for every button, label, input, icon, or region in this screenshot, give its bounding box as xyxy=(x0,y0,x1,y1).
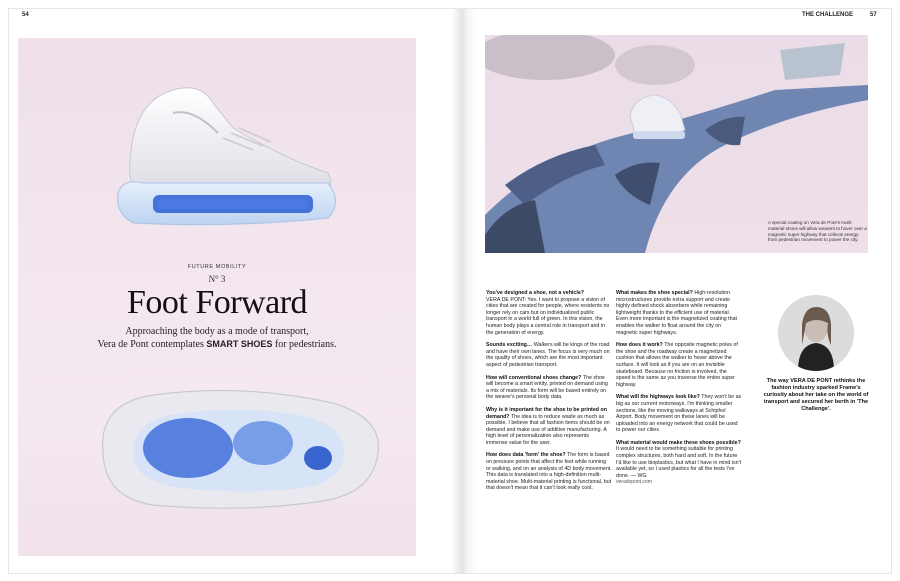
right-folio: 57 xyxy=(870,12,877,18)
question: How does it work? xyxy=(616,342,663,349)
qa-block xyxy=(616,440,742,486)
interview-column-1 xyxy=(486,290,612,498)
question: What will the highways look like? xyxy=(616,394,700,401)
qa-block xyxy=(486,452,612,492)
question: Sounds exciting… xyxy=(486,342,533,349)
answer: It would need to be something suitable for printing complex structures, both hard and soft. In the future I'd like to use bioplastics, but what I have in mind isn't available yet, so I used plastics for all the tests I've done. — WG xyxy=(616,446,742,479)
answer: VERA DE PONT: Yes. I want to propose a vision of cities that are created for people, where residents no longer rely on cars but on individualized public transport in a world full of green. In this vision, the human body plays a central role in transport and in the generation of energy. xyxy=(486,296,610,336)
interview-column-2 xyxy=(616,290,742,492)
deck-line-2-end: for pedestrians. xyxy=(272,339,337,350)
left-page-artwork xyxy=(18,38,416,556)
answer: The opposite magnetic poles of the shoe and the roadway create a magnetized cushion that allows the walker to hover above the surface. It will look as if you are on an invisible skateboard. Because no friction is involved, the speed is the same as you traverse the entire super highway. xyxy=(616,342,738,388)
qa-block xyxy=(486,290,612,336)
qa-block xyxy=(486,375,612,401)
question: What material would make these shoes possible? xyxy=(616,439,741,446)
shoe-side-view-image xyxy=(113,78,338,228)
answer: The form is based on pressure points that affect the feet while running or walking, and on an analysis of 4D body movement. This data is translated into a high-definition multi-material shoe. Multi-material printing is functional, but that doesn't mean that it can't look really cool. xyxy=(486,452,612,492)
answer: Walkers will be kings of the road and have their own lanes. The focus is very much on the quality of shoes, which are the most important aspect of pedestrian transport. xyxy=(486,342,610,368)
left-folio: 54 xyxy=(22,12,29,18)
section-running-head: THE CHALLENGE xyxy=(802,12,853,18)
deck-bold-phrase: SMART SHOES xyxy=(206,339,273,349)
question: How does data 'form' the shoe? xyxy=(486,452,566,459)
section-kicker: FUTURE MOBILITY xyxy=(187,264,247,270)
shoe-sole-top-view-image xyxy=(93,383,383,513)
qa-block xyxy=(486,407,612,447)
question: What makes the shoe special? xyxy=(616,290,693,296)
qa-block xyxy=(616,394,742,434)
spine-gutter xyxy=(451,9,477,573)
issue-number: N° 3 xyxy=(208,274,226,284)
portrait-image xyxy=(778,295,854,371)
answer: They won't be as big as our current motorways. I'm thinking smaller sections, like the moving walkways at Schiphol Airport. Body movement on these lanes will be uploaded into an energy network that could be used to power our cities xyxy=(616,394,742,434)
website-link[interactable]: veradepont.com xyxy=(616,479,652,486)
hover-highway-photo xyxy=(485,35,868,253)
answer: The idea is to reduce waste as much as possible. I believe that all fashion items should be on demand and make use of additive manufacturing. A high level of personalization also represents immense value for the user. xyxy=(486,413,610,446)
designer-portrait xyxy=(778,295,854,371)
question: Why is it important for the shoe to be printed on demand? xyxy=(486,406,607,420)
article-headline: Foot Forward xyxy=(126,284,308,321)
qa-block xyxy=(616,290,742,336)
article-deck xyxy=(58,326,376,351)
photo-caption: A special coating on Vera de Pont's multi-material shoes will allow wearers to hover over a magnetic super highway that collects energy from pedestrian movement to power the city. xyxy=(768,220,867,243)
qa-block xyxy=(616,342,742,388)
question: How will conventional shoes change? xyxy=(486,374,582,381)
answer: The shoe will become a smart entity, printed on demand using a mix of materials. Its form will be based entirely on the wearer's personal body data. xyxy=(486,374,608,401)
qa-block xyxy=(486,342,612,368)
answer: High-resolution microstructures provide extra support and create highly defined shock absorbers while remaining lightweight thanks to the efficient use of material. Even more important is the magnetized coating that enables the walker to float around the city on magnetic super highways. xyxy=(616,290,738,336)
designer-bio: The way VERA DE PONT rethinks the fashion industry sparked Frame's curiosity about her take on the world of transport and secured her berth in 'The Challenge'. xyxy=(763,378,869,412)
deck-line-1: Approaching the body as a mode of transport, xyxy=(125,326,309,337)
question: You've designed a shoe, not a vehicle? xyxy=(486,290,585,296)
deck-line-2-start: Vera de Pont contemplates xyxy=(97,339,207,350)
